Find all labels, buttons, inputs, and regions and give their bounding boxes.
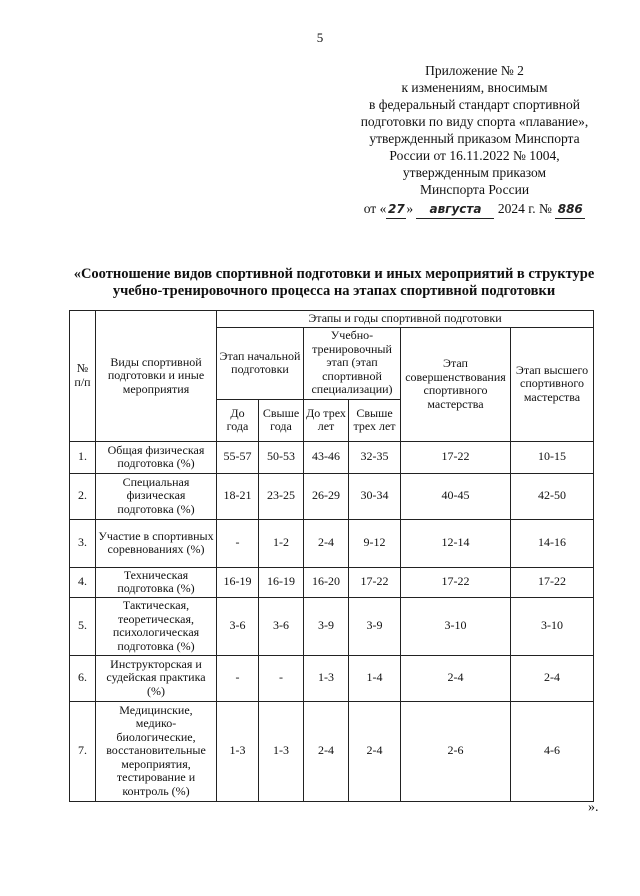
table-row: [70, 519, 594, 567]
row-name: Медицинские, медико-биологические, восстановительные мероприятия, тестирование и контроль (%): [96, 701, 217, 801]
handwritten-month: августа: [416, 201, 494, 219]
row-num: 2.: [70, 473, 96, 519]
cell: -: [217, 519, 259, 567]
cell: 43-46: [304, 441, 349, 473]
cell: 3-9: [349, 597, 401, 655]
cell: 2-4: [304, 701, 349, 801]
table-row: [70, 655, 594, 701]
row-name: Общая физическая подготовка (%): [96, 441, 217, 473]
cell: 17-22: [349, 567, 401, 597]
table-row: [70, 597, 594, 655]
date-year: 2024 г. №: [497, 201, 552, 216]
cell: 40-45: [401, 473, 511, 519]
date-prefix: от «: [363, 201, 387, 216]
row-name: Техническая подготовка (%): [96, 567, 217, 597]
header-over-three-years: Свыше трех лет: [349, 399, 401, 441]
header-initial-stage: Этап начальной подготовки: [217, 327, 304, 399]
cell: 32-35: [349, 441, 401, 473]
cell: 1-4: [349, 655, 401, 701]
row-num: 6.: [70, 655, 96, 701]
header-training-stage: Учебно-тренировочный этап (этап спортивной специализации): [304, 327, 401, 399]
page-number: 5: [316, 30, 324, 45]
header-num: № п/п: [70, 311, 96, 442]
cell: 16-19: [259, 567, 304, 597]
row-num: 3.: [70, 519, 96, 567]
appendix-line: утвержденным приказом: [402, 165, 547, 180]
appendix-line: России от 16.11.2022 № 1004,: [389, 148, 560, 163]
cell: 3-6: [259, 597, 304, 655]
header-up-to-year: До года: [217, 399, 259, 441]
cell: 2-4: [304, 519, 349, 567]
cell: 50-53: [259, 441, 304, 473]
cell: 42-50: [511, 473, 594, 519]
table-row: [70, 567, 594, 597]
cell: 1-3: [259, 701, 304, 801]
training-ratio-table: [69, 310, 594, 802]
cell: 30-34: [349, 473, 401, 519]
cell: -: [259, 655, 304, 701]
header-higher-stage: Этап высшего спортивного мастерства: [511, 327, 594, 441]
appendix-block: [352, 62, 597, 219]
appendix-line: Приложение № 2: [425, 63, 524, 78]
handwritten-order-number: 886: [555, 201, 585, 219]
cell: 1-3: [217, 701, 259, 801]
title-line: «Соотношение видов спортивной подготовки и иных мероприятий в структуре: [73, 266, 595, 282]
header-kinds: Виды спортивной подготовки и иные мероприятия: [96, 311, 217, 442]
table-row: [70, 473, 594, 519]
handwritten-day: 27: [386, 201, 406, 219]
order-date-line: [352, 200, 597, 219]
title-line: учебно-тренировочного процесса на этапах спортивной подготовки: [112, 283, 556, 299]
document-title: [60, 266, 608, 300]
cell: 2-4: [349, 701, 401, 801]
cell: 3-9: [304, 597, 349, 655]
cell: 10-15: [511, 441, 594, 473]
cell: 1-2: [259, 519, 304, 567]
cell: 2-6: [401, 701, 511, 801]
header-improvement-stage: Этап совершенствования спортивного мастерства: [401, 327, 511, 441]
cell: 4-6: [511, 701, 594, 801]
cell: 9-12: [349, 519, 401, 567]
cell: 17-22: [511, 567, 594, 597]
cell: 26-29: [304, 473, 349, 519]
appendix-line: утвержденный приказом Минспорта: [369, 131, 580, 146]
cell: 3-10: [401, 597, 511, 655]
cell: 18-21: [217, 473, 259, 519]
cell: 23-25: [259, 473, 304, 519]
table-row: [70, 441, 594, 473]
cell: 17-22: [401, 441, 511, 473]
cell: 2-4: [511, 655, 594, 701]
appendix-line: Минспорта России: [419, 182, 530, 197]
row-name: Тактическая, теоретическая, психологическая подготовка (%): [96, 597, 217, 655]
cell: 16-19: [217, 567, 259, 597]
header-over-year: Свыше года: [259, 399, 304, 441]
date-mid: »: [406, 201, 414, 216]
table-row: [70, 701, 594, 801]
cell: 12-14: [401, 519, 511, 567]
row-num: 7.: [70, 701, 96, 801]
row-num: 4.: [70, 567, 96, 597]
appendix-line: в федеральный стандарт спортивной: [368, 97, 581, 112]
row-num: 1.: [70, 441, 96, 473]
cell: 1-3: [304, 655, 349, 701]
cell: 2-4: [401, 655, 511, 701]
header-up-to-three-years: До трех лет: [304, 399, 349, 441]
header-stages-years: Этапы и годы спортивной подготовки: [217, 311, 594, 328]
cell: 14-16: [511, 519, 594, 567]
appendix-line: к изменениям, вносимым: [401, 80, 548, 95]
cell: 17-22: [401, 567, 511, 597]
appendix-line: подготовки по виду спорта «плавание»,: [360, 114, 589, 129]
cell: 55-57: [217, 441, 259, 473]
row-name: Инструкторская и судейская практика (%): [96, 655, 217, 701]
row-name: Специальная физическая подготовка (%): [96, 473, 217, 519]
row-name: Участие в спортивных соревнованиях (%): [96, 519, 217, 567]
row-num: 5.: [70, 597, 96, 655]
cell: -: [217, 655, 259, 701]
cell: 3-10: [511, 597, 594, 655]
cell: 16-20: [304, 567, 349, 597]
closing-quote: ».: [588, 800, 599, 815]
cell: 3-6: [217, 597, 259, 655]
